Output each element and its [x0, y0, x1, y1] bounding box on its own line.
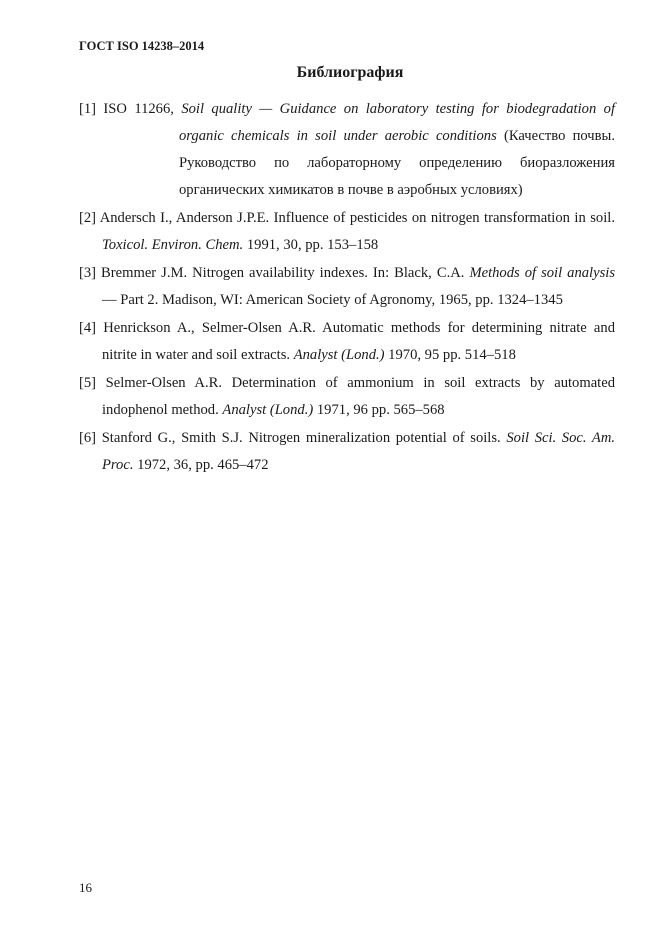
reference-details: (Качество почвы. Руководство по лабораторному определению биоразложения органических химикатов в почве в аэробных условиях) — [179, 128, 615, 198]
reference-journal: Analyst (Lond.) — [293, 347, 385, 363]
bibliography-list — [79, 96, 615, 480]
reference-details: 1991, 30, pp. 153–158 — [246, 237, 379, 253]
page-title: Библиография — [296, 64, 404, 81]
reference-3 — [79, 260, 615, 314]
reference-title: Soil quality — Guidance on laboratory testing for biodegradation of organic chemicals in soil under aerobic conditions — [179, 101, 615, 144]
reference-lead: ISO 11266, — [103, 101, 174, 117]
document-header: ГОСТ ISO 14238–2014 — [79, 39, 205, 53]
reference-number: [3] — [79, 265, 97, 281]
reference-details: 1970, 95 pp. 514–518 — [388, 347, 516, 363]
reference-number: [4] — [79, 320, 97, 336]
reference-lead: Bremmer J.M. Nitrogen availability indexes. In: Black, C.A. — [101, 265, 465, 281]
reference-number: [5] — [79, 375, 97, 391]
reference-lead: Stanford G., Smith S.J. Nitrogen mineralization potential of soils. — [101, 430, 501, 446]
reference-number: [6] — [79, 430, 97, 446]
reference-details: 1971, 96 pp. 565–568 — [316, 402, 445, 418]
reference-lead: Henrickson A., Selmer-Olsen A.R. Automatic methods for determining nitrate and nitrite in water and soil extracts. — [102, 320, 615, 363]
reference-4 — [79, 315, 615, 369]
reference-title: Methods of soil analysis — [469, 265, 616, 281]
reference-details: — Part 2. Madison, WI: American Society of Agronomy, 1965, pp. 1324–1345 — [102, 292, 563, 308]
reference-journal: Toxicol. Environ. Chem. — [102, 237, 244, 253]
reference-lead: Selmer-Olsen A.R. Determination of ammonium in soil extracts by automated indophenol method. — [102, 375, 616, 418]
reference-5 — [79, 370, 615, 424]
reference-2 — [79, 205, 615, 259]
reference-1 — [79, 96, 615, 204]
reference-number: [1] — [79, 101, 97, 117]
reference-journal: Analyst (Lond.) — [222, 402, 314, 418]
reference-6 — [79, 425, 615, 479]
reference-lead: Andersch I., Anderson J.P.E. Influence of pesticides on nitrogen transformation in soil. — [99, 210, 615, 226]
reference-number: [2] — [79, 210, 97, 226]
reference-journal: Soil Sci. Soc. Am. Proc. — [102, 430, 616, 473]
page-number: 16 — [79, 880, 92, 895]
reference-details: 1972, 36, pp. 465–472 — [137, 457, 269, 473]
